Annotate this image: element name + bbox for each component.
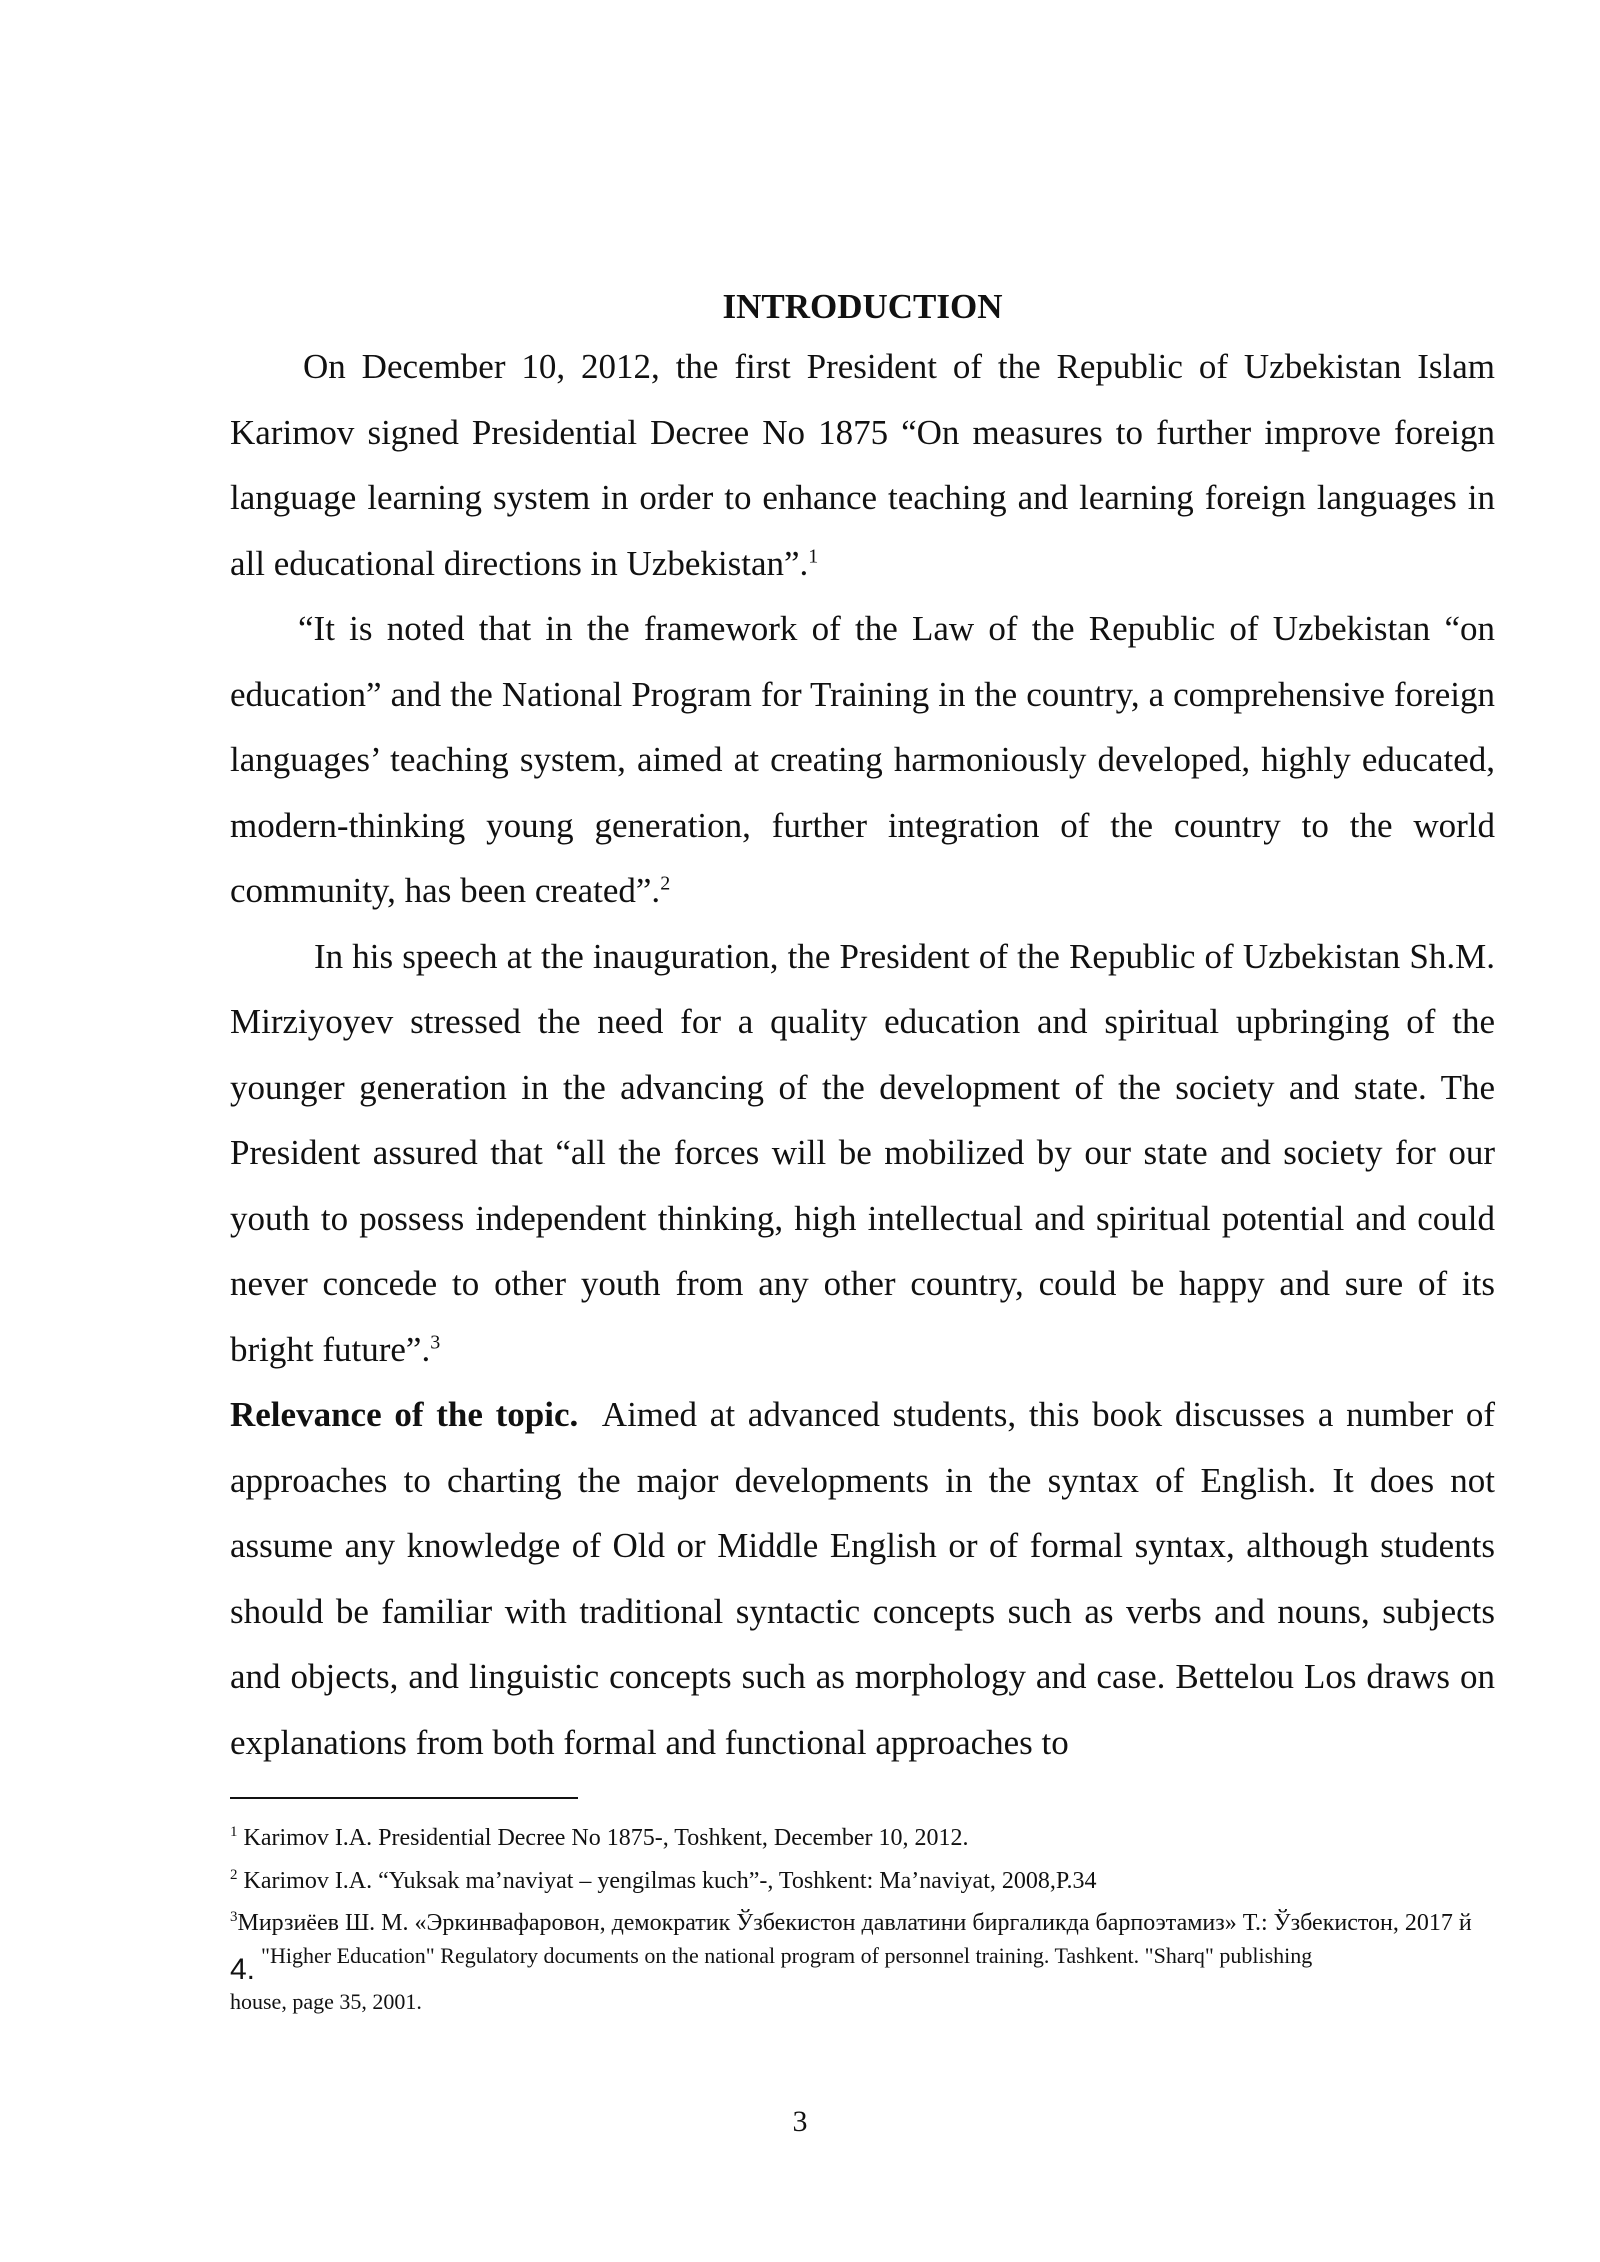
footnote-4 bbox=[230, 1940, 1495, 2018]
footnote-divider bbox=[230, 1797, 578, 1799]
footnote-3-text: Мирзиёев Ш. М. «Эркинвафаровон, демократик Ўзбекистон давлатини биргаликда барпоэтамиз» Т.: Ўзбекистон, 2017 й bbox=[237, 1910, 1472, 1936]
paragraph-inauguration-text: In his speech at the inauguration, the President of the Republic of Uzbekistan Sh.M. Mirziyoyev stressed the need for a quality education and spiritual upbringing of the younger generation in the advancing of the development of the society and state. The President assured that “all the forces will be mobilized by our state and society for our youth to possess independent thinking, high intellectual and spiritual potential and could never concede to other youth from any other country, could be happy and sure of its bright future”. bbox=[230, 936, 1495, 1369]
footnote-1 bbox=[230, 1822, 1495, 1855]
paragraph-decree-text: On December 10, 2012, the first President of the Republic of Uzbekistan Islam Karimov signed Presidential Decree No 1875 “On measures to further improve foreign language learning system in order to enhance teaching and learning foreign languages in all educational directions in Uzbekistan”. bbox=[230, 347, 1495, 583]
paragraph-quote-law bbox=[230, 596, 1495, 924]
page-number: 3 bbox=[792, 2105, 808, 2138]
paragraph-relevance-text: Aimed at advanced students, this book discusses a number of approaches to charting the major developments in the syntax of English. It does not assume any knowledge of Old or Middle English or of formal syntax, although students should be familiar with traditional syntactic concepts such as verbs and nouns, subjects and objects, and linguistic concepts such as morphology and case. Bettelou Los draws on explanations from both formal and functional approaches to bbox=[230, 1395, 1495, 1762]
footnote-4-text: "Higher Education" Regulatory documents on the national program of personnel training. Tashkent. "Sharq" publishing bbox=[261, 1943, 1313, 1968]
footnote-2-number: 2 bbox=[230, 1867, 238, 1883]
footnote-ref-1: 1 bbox=[808, 544, 819, 567]
relevance-heading: Relevance of the topic. bbox=[230, 1395, 579, 1434]
footnote-3 bbox=[230, 1908, 1495, 1938]
footnote-ref-2: 2 bbox=[660, 872, 671, 895]
paragraph-relevance bbox=[230, 1382, 1495, 1775]
footnotes bbox=[230, 1822, 1495, 2028]
paragraph-decree bbox=[230, 334, 1495, 596]
footnote-1-text: Karimov I.A. Presidential Decree No 1875-, Toshkent, December 10, 2012. bbox=[243, 1825, 969, 1851]
footnote-ref-3: 3 bbox=[430, 1330, 441, 1353]
footnote-2 bbox=[230, 1865, 1495, 1898]
footnote-3-number: 3 bbox=[230, 1909, 238, 1925]
footnote-4-text-continued: house, page 35, 2001. bbox=[230, 1989, 422, 2014]
main-text bbox=[230, 280, 1495, 1775]
paragraph-quote-law-text: “It is noted that in the framework of the Law of the Republic of Uzbekistan “on education” and the National Program for Training in the country, a comprehensive foreign languages’ teaching system, aimed at creating harmoniously developed, highly educated, modern-thinking young generation, further integration of the country to the world community, has been created”. bbox=[230, 609, 1495, 910]
paragraph-inauguration bbox=[230, 924, 1495, 1383]
footnote-1-number: 1 bbox=[230, 1824, 238, 1840]
footnote-2-text: Karimov I.A. “Yuksak ma’naviyat – yengilmas kuch”-, Toshkent: Ma’naviyat, 2008,P.34 bbox=[243, 1868, 1097, 1894]
footnote-4-number: 4. bbox=[230, 1953, 256, 1986]
page-title: INTRODUCTION bbox=[722, 287, 1003, 326]
